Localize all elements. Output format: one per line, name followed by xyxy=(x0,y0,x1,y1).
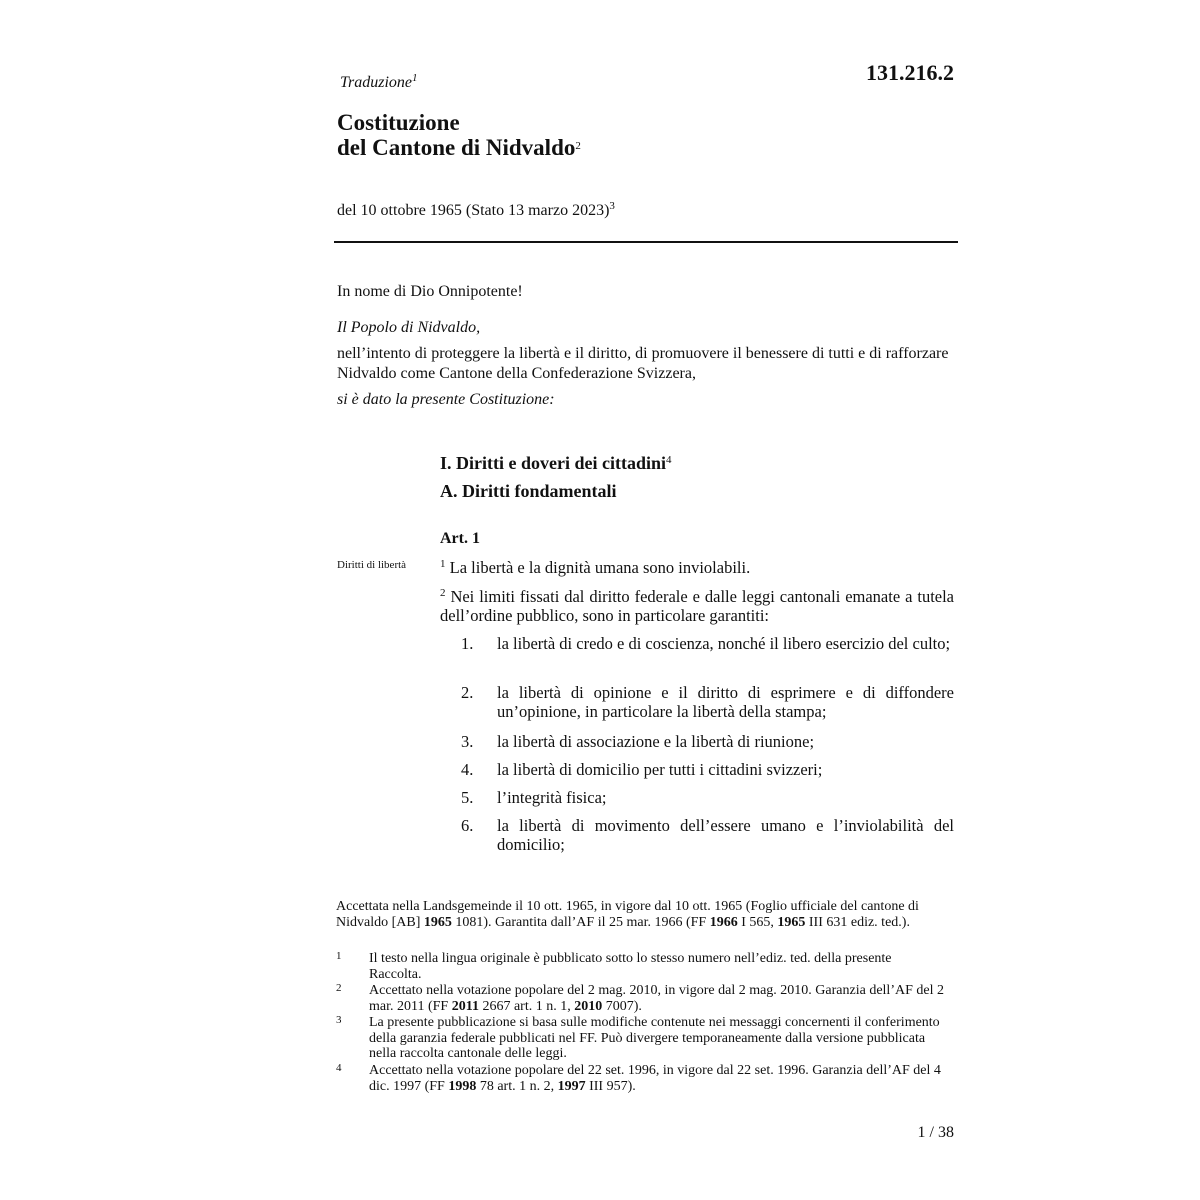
preamble-invocation: In nome di Dio Onnipotente! xyxy=(337,283,523,300)
acceptance-note: Accettata nella Landsgemeinde il 10 ott. 1965, in vigore dal 10 ott. 1965 (Foglio ufficiale del cantone di Nidvaldo [AB] 1965 1081). Garantita dall’AF il 25 mar. 1966 (FF 1966 I 565, 1965 III 631 ediz. ted.). xyxy=(336,899,919,930)
article-title: Art. 1 xyxy=(440,530,480,547)
header-divider xyxy=(334,241,958,243)
footnote-ref-3[interactable]: 3 xyxy=(609,200,615,212)
translation-label: Traduzione$^1$ xyxy=(340,72,418,91)
document-date: del 10 ottobre 1965 (Stato 13 marzo 2023)$^3$ xyxy=(337,200,615,219)
document-page: 131.216.2 Traduzione$^1$ Costituzione del Cantone di Nidvaldo$^2$ del 10 ottobre 1965 (Stato 13 marzo 2023)$^3$ In nome di Dio Onnipotente! Il Popolo di Nidvaldo, nell’intento di proteggere la libertà e il diritto, di promuovere il benessere di tutti e di rafforzare Nidvaldo come Cantone della Confederazione Svizzera, si è dato la presente Costituzione: I. Diritti e doveri dei cittadini$^4$ A. Diritti fondamentali Art. 1 Diritti di libertà $^1$ La libertà e la dignità umana sono inviolabili. $^2$ Nei limiti fissati dal diritto federale e dalle leggi cantonali emanate a tutela dell’ordine pubblico, sono in particolare garantiti: 1. la libertà di credo e di coscienza, nonché il libero esercizio del culto; 2. la libertà di opinione e il diritto di esprimere e di diffondere un’opinione, in particolare la libertà della stampa; 3. la libertà di associazione e la libertà di riunione; 4. la libertà di domicilio per tutti i cittadini svizzeri; 5. l’integrità fisica; 6. la libertà di movimento dell’essere umano e l’inviolabilità del domicilio; Accettata nella Landsgemeinde il 10 ott. 1965, in vigore dal 10 ott. 1965 (Foglio ufficiale del cantone di Nidvaldo [AB] 1965 1081). Garantita dall’AF il 25 mar. 1966 (FF 1966 I 565, 1965 III 631 ediz. ted.). 1 Il testo nella lingua originale è pubblicato sotto lo stesso numero nell’ediz. ted. della presente Raccolta. 2 Accettato nella votazione popolare del 2 mag. 2010, in vigore dal 2 mag. 2010. Garanzia dell’AF del 2 mar. 2011 (FF 2011 2667 art. 1 n. 1, 2010 7007). 3 La presente pubblicazione si basa sulle modifiche contenute nei messaggi concernenti il conferimento della garanzia federale pubblicati nel FF. Può divergere temporaneamente dalla versione pubblicata nella raccolta cantonale delle leggi. 4 Accettato nella votazione popolare del 22 set. 1996, in vigore dal 22 set. 1996. Garanzia dell’AF del 4 dic. 1997 (FF 1998 78 art. 1 n. 2, 1997 III 957). 1 / 38 xyxy=(0,0,1200,1200)
article-paragraph-2: $^2$ Nei limiti fissati dal diritto federale e dalle leggi cantonali emanate a tutela dell’ordine pubblico, sono in particolare garantiti: xyxy=(440,587,955,625)
page-number: 1 / 38 xyxy=(917,1124,954,1141)
preamble-closing: si è dato la presente Costituzione: xyxy=(337,391,555,408)
chapter-heading: I. Diritti e doveri dei cittadini$^4$ xyxy=(440,453,672,473)
title-line-1: Costituzione xyxy=(337,110,460,135)
document-title xyxy=(337,110,581,160)
preamble-intent: nell’intento di proteggere la libertà e il diritto, di promuovere il benessere di tutti e di rafforzare Nidvaldo come Cantone della Confederazione Svizzera, xyxy=(337,345,949,382)
title-line-2: del Cantone di Nidvaldo$^2$ xyxy=(337,135,581,160)
footnote-ref-1[interactable]: 1 xyxy=(412,72,418,84)
subchapter-heading: A. Diritti fondamentali xyxy=(440,481,617,501)
footnote-ref-4[interactable]: 4 xyxy=(665,454,672,466)
article-paragraph-1: $^1$ La libertà e la dignità umana sono inviolabili. xyxy=(440,558,751,577)
footnote-ref-2[interactable]: 2 xyxy=(575,140,581,152)
document-number: 131.216.2 xyxy=(866,60,954,85)
marginal-note: Diritti di libertà xyxy=(337,559,407,571)
preamble-people: Il Popolo di Nidvaldo, xyxy=(337,319,481,336)
